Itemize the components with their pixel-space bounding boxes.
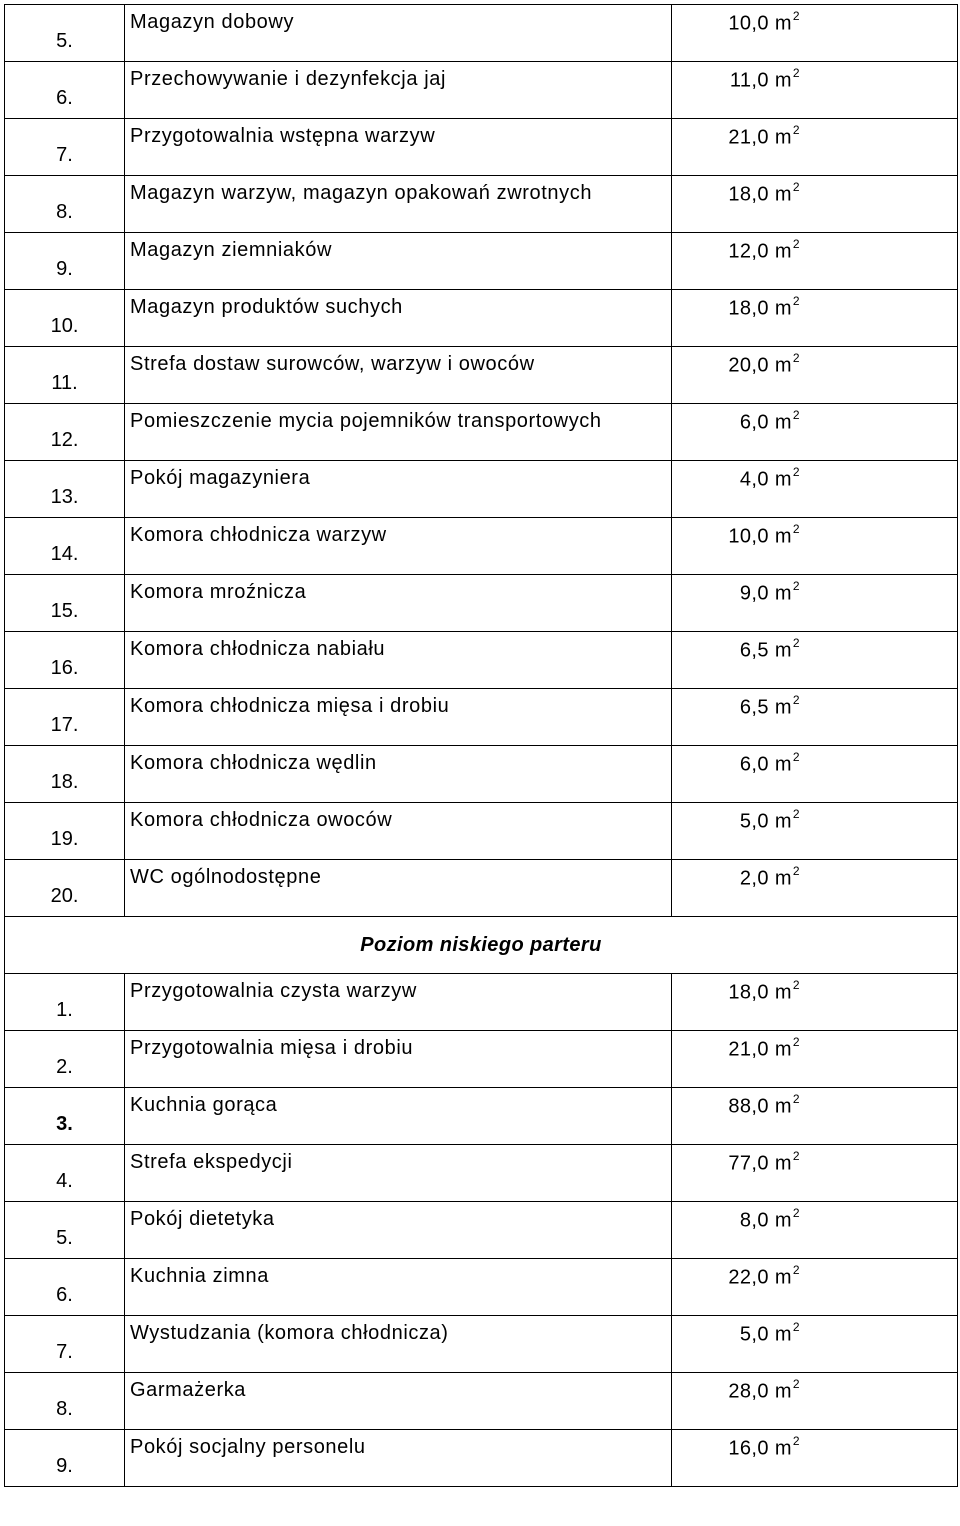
room-area (672, 353, 800, 378)
room-area (672, 809, 800, 834)
room-area-value: 6,0 (739, 411, 769, 434)
room-name: Strefa dostaw surowców, warzyw i owoców (125, 347, 672, 404)
table-row (5, 1031, 958, 1088)
area-unit-exponent: 2 (792, 864, 800, 878)
room-number: 6. (5, 62, 125, 119)
room-number: 19. (5, 803, 125, 860)
room-area (672, 1037, 800, 1062)
room-number: 8. (5, 1373, 125, 1430)
area-unit: m (774, 240, 792, 263)
room-area (672, 1208, 800, 1233)
room-name: Kuchnia gorąca (125, 1088, 672, 1145)
room-area-value: 4,0 (739, 468, 769, 491)
table-row (5, 461, 958, 518)
room-area-cell (672, 518, 958, 575)
table-row (5, 1145, 958, 1202)
room-number: 5. (5, 1202, 125, 1259)
room-number: 17. (5, 689, 125, 746)
room-area-value: 6,5 (739, 639, 769, 662)
room-area-value: 2,0 (739, 867, 769, 890)
room-number: 9. (5, 233, 125, 290)
area-unit: m (774, 867, 792, 890)
room-name: Przygotowalnia czysta warzyw (125, 974, 672, 1031)
room-number: 13. (5, 461, 125, 518)
room-area-value: 88,0 (728, 1095, 769, 1118)
room-area-cell (672, 233, 958, 290)
room-name: Komora mroźnicza (125, 575, 672, 632)
room-name: Komora chłodnicza owoców (125, 803, 672, 860)
table-row (5, 803, 958, 860)
room-area (672, 1151, 800, 1176)
area-unit: m (774, 696, 792, 719)
table-row (5, 518, 958, 575)
room-name: Magazyn produktów suchych (125, 290, 672, 347)
area-unit: m (774, 69, 792, 92)
room-number: 18. (5, 746, 125, 803)
room-area-value: 10,0 (728, 12, 769, 35)
room-area (672, 11, 800, 36)
area-unit-exponent: 2 (792, 750, 800, 764)
area-unit: m (774, 411, 792, 434)
table-row (5, 119, 958, 176)
room-area-cell (672, 404, 958, 461)
room-name: Garmażerka (125, 1373, 672, 1430)
room-name: Magazyn dobowy (125, 5, 672, 62)
area-unit-exponent: 2 (792, 1149, 800, 1163)
room-area (672, 980, 800, 1005)
area-unit-exponent: 2 (792, 408, 800, 422)
room-area (672, 125, 800, 150)
room-name: WC ogólnodostępne (125, 860, 672, 917)
area-unit-exponent: 2 (792, 693, 800, 707)
area-unit: m (774, 1323, 792, 1346)
room-area-cell (672, 1202, 958, 1259)
area-unit-exponent: 2 (792, 66, 800, 80)
room-area-table-body (5, 5, 958, 1487)
room-area (672, 1379, 800, 1404)
area-unit: m (774, 582, 792, 605)
room-area (672, 68, 800, 93)
table-row (5, 1202, 958, 1259)
room-area-value: 21,0 (728, 1038, 769, 1061)
room-name: Komora chłodnicza nabiału (125, 632, 672, 689)
room-name: Pokój dietetyka (125, 1202, 672, 1259)
room-number: 11. (5, 347, 125, 404)
area-unit-exponent: 2 (792, 1320, 800, 1334)
table-row (5, 1088, 958, 1145)
area-unit-exponent: 2 (792, 636, 800, 650)
room-area (672, 866, 800, 891)
table-row (5, 1373, 958, 1430)
room-number: 7. (5, 1316, 125, 1373)
room-area (672, 524, 800, 549)
table-row (5, 347, 958, 404)
room-area-value: 18,0 (728, 981, 769, 1004)
area-unit: m (774, 1095, 792, 1118)
room-area-value: 8,0 (739, 1209, 769, 1232)
room-area (672, 638, 800, 663)
room-area-cell (672, 803, 958, 860)
room-name: Przygotowalnia wstępna warzyw (125, 119, 672, 176)
room-name: Pokój magazyniera (125, 461, 672, 518)
table-row (5, 689, 958, 746)
area-unit-exponent: 2 (792, 1434, 800, 1448)
room-number: 15. (5, 575, 125, 632)
room-area-cell (672, 1316, 958, 1373)
room-area (672, 581, 800, 606)
room-area-cell (672, 1373, 958, 1430)
area-unit-exponent: 2 (792, 1092, 800, 1106)
room-name: Przygotowalnia mięsa i drobiu (125, 1031, 672, 1088)
room-name: Magazyn ziemniaków (125, 233, 672, 290)
room-name: Komora chłodnicza mięsa i drobiu (125, 689, 672, 746)
area-unit-exponent: 2 (792, 123, 800, 137)
room-name: Wystudzania (komora chłodnicza) (125, 1316, 672, 1373)
table-row (5, 974, 958, 1031)
area-unit-exponent: 2 (792, 1035, 800, 1049)
room-name: Komora chłodnicza wędlin (125, 746, 672, 803)
room-area-cell (672, 5, 958, 62)
room-number: 3. (5, 1088, 125, 1145)
room-name: Kuchnia zimna (125, 1259, 672, 1316)
room-area-value: 10,0 (728, 525, 769, 548)
room-area-cell (672, 974, 958, 1031)
room-area (672, 467, 800, 492)
room-area-cell (672, 575, 958, 632)
area-unit-exponent: 2 (792, 465, 800, 479)
table-row (5, 62, 958, 119)
area-unit-exponent: 2 (792, 351, 800, 365)
room-number: 14. (5, 518, 125, 575)
room-area-value: 12,0 (728, 240, 769, 263)
room-name: Przechowywanie i dezynfekcja jaj (125, 62, 672, 119)
room-number: 12. (5, 404, 125, 461)
room-area-value: 9,0 (739, 582, 769, 605)
area-unit: m (774, 753, 792, 776)
room-area-value: 22,0 (728, 1266, 769, 1289)
room-area-cell (672, 746, 958, 803)
table-row (5, 632, 958, 689)
area-unit-exponent: 2 (792, 1206, 800, 1220)
area-unit: m (774, 126, 792, 149)
room-area (672, 1265, 800, 1290)
room-area-cell (672, 290, 958, 347)
room-area (672, 695, 800, 720)
room-number: 4. (5, 1145, 125, 1202)
area-unit-exponent: 2 (792, 807, 800, 821)
room-area-cell (672, 347, 958, 404)
area-unit-exponent: 2 (792, 522, 800, 536)
room-area-value: 21,0 (728, 126, 769, 149)
area-unit-exponent: 2 (792, 978, 800, 992)
area-unit-exponent: 2 (792, 579, 800, 593)
room-area-value: 18,0 (728, 183, 769, 206)
table-row (5, 860, 958, 917)
room-area (672, 182, 800, 207)
area-unit: m (774, 639, 792, 662)
area-unit: m (774, 1437, 792, 1460)
area-unit: m (774, 1152, 792, 1175)
room-area-cell (672, 176, 958, 233)
table-row (5, 1316, 958, 1373)
room-name: Strefa ekspedycji (125, 1145, 672, 1202)
area-unit-exponent: 2 (792, 294, 800, 308)
room-area-value: 20,0 (728, 354, 769, 377)
area-unit: m (774, 810, 792, 833)
area-unit-exponent: 2 (792, 237, 800, 251)
room-area-table (4, 4, 958, 1487)
area-unit-exponent: 2 (792, 1263, 800, 1277)
area-unit-exponent: 2 (792, 1377, 800, 1391)
room-area (672, 239, 800, 264)
table-row (5, 575, 958, 632)
section-row (5, 917, 958, 974)
room-number: 10. (5, 290, 125, 347)
room-area-cell (672, 62, 958, 119)
table-row (5, 1259, 958, 1316)
room-number: 2. (5, 1031, 125, 1088)
room-area-cell (672, 1259, 958, 1316)
room-number: 6. (5, 1259, 125, 1316)
area-unit: m (774, 525, 792, 548)
room-area (672, 296, 800, 321)
table-row (5, 1430, 958, 1487)
area-unit: m (774, 12, 792, 35)
room-area-cell (672, 1031, 958, 1088)
room-area-cell (672, 1088, 958, 1145)
table-row (5, 5, 958, 62)
area-unit: m (774, 1380, 792, 1403)
room-area-cell (672, 1145, 958, 1202)
table-row (5, 746, 958, 803)
room-name: Pomieszczenie mycia pojemników transportowych (125, 404, 672, 461)
room-number: 1. (5, 974, 125, 1031)
area-unit: m (774, 468, 792, 491)
room-area-value: 5,0 (739, 1323, 769, 1346)
room-name: Magazyn warzyw, magazyn opakowań zwrotnych (125, 176, 672, 233)
room-area (672, 1322, 800, 1347)
area-unit: m (774, 1266, 792, 1289)
area-unit: m (774, 981, 792, 1004)
room-area-cell (672, 461, 958, 518)
room-area-cell (672, 632, 958, 689)
room-name: Komora chłodnicza warzyw (125, 518, 672, 575)
room-number: 16. (5, 632, 125, 689)
room-area-cell (672, 1430, 958, 1487)
room-number: 7. (5, 119, 125, 176)
table-row (5, 233, 958, 290)
room-area-value: 28,0 (728, 1380, 769, 1403)
room-number: 20. (5, 860, 125, 917)
room-number: 9. (5, 1430, 125, 1487)
table-row (5, 290, 958, 347)
room-area-value: 6,0 (739, 753, 769, 776)
room-area-cell (672, 689, 958, 746)
room-area (672, 1094, 800, 1119)
room-area (672, 410, 800, 435)
room-area-value: 11,0 (729, 69, 769, 92)
area-unit: m (774, 1209, 792, 1232)
area-unit-exponent: 2 (792, 9, 800, 23)
room-area-value: 16,0 (728, 1437, 769, 1460)
room-area-cell (672, 119, 958, 176)
room-area-cell (672, 860, 958, 917)
room-area-value: 77,0 (728, 1152, 769, 1175)
area-unit: m (774, 183, 792, 206)
room-area-value: 18,0 (728, 297, 769, 320)
room-area (672, 752, 800, 777)
room-area-value: 6,5 (739, 696, 769, 719)
document-page (4, 4, 957, 1487)
area-unit: m (774, 1038, 792, 1061)
table-row (5, 176, 958, 233)
area-unit: m (774, 297, 792, 320)
section-title: Poziom niskiego parteru (5, 917, 958, 974)
room-name: Pokój socjalny personelu (125, 1430, 672, 1487)
room-area-value: 5,0 (739, 810, 769, 833)
table-row (5, 404, 958, 461)
room-number: 8. (5, 176, 125, 233)
area-unit-exponent: 2 (792, 180, 800, 194)
room-number: 5. (5, 5, 125, 62)
room-area (672, 1436, 800, 1461)
area-unit: m (774, 354, 792, 377)
